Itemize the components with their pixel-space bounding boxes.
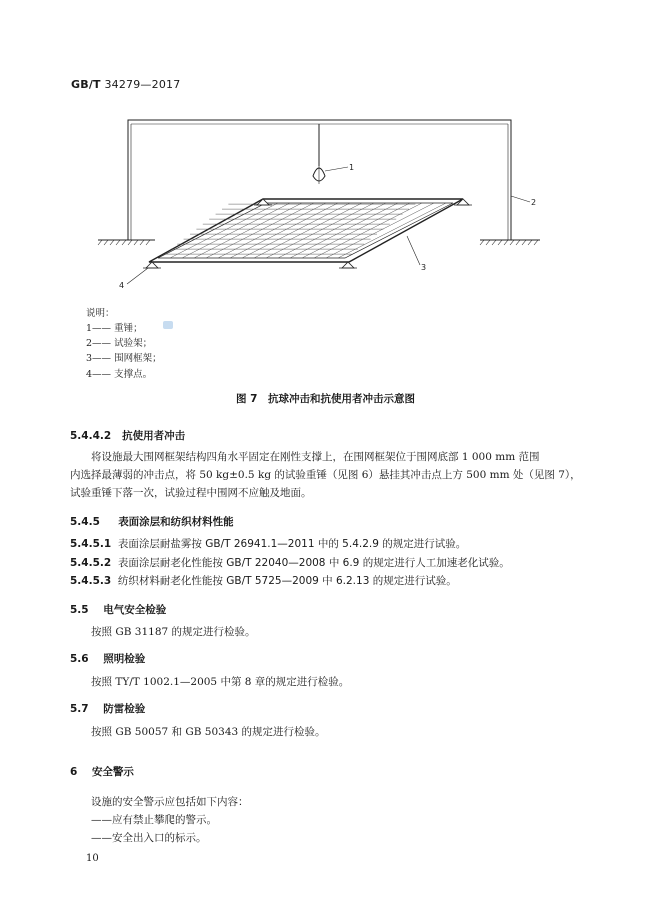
section-5-6-text: 按照 TY/T 1002.1—2005 中第 8 章的规定进行检验。 xyxy=(91,676,350,688)
section-title: 抗使用者冲击 xyxy=(122,430,186,442)
legend-item-2: 2—— 试验架； xyxy=(86,338,153,349)
section-number: 5.4.4.2 xyxy=(70,430,112,442)
section-5-5-text: 按照 GB 31187 的规定进行检验。 xyxy=(91,626,256,638)
callout-4: 4 xyxy=(119,281,125,290)
legend-item-4: 4—— 支撑点。 xyxy=(86,369,153,380)
clause-5-4-5-1: 5.4.5.1 表面涂层耐盐雾按 GB/T 26941.1—2011 中的 5.4.2.9 的规定进行试验。 xyxy=(70,538,467,550)
paragraph-line: 将设施最大围网框架结构四角水平固定在刚性支撑上，在围网框架位于围网底部 1 000 mm 范围 xyxy=(91,451,540,463)
legend-title: 说明： xyxy=(86,308,115,319)
callout-2: 2 xyxy=(531,198,537,207)
section-5-4-4-2-heading xyxy=(70,428,185,443)
callout-3: 3 xyxy=(421,263,427,272)
paragraph-line: 试验重锤下落一次，试验过程中围网不应触及地面。 xyxy=(70,487,312,499)
warning-item: ——安全出入口的标示。 xyxy=(91,832,207,844)
section-5-4-5-heading xyxy=(70,514,234,529)
warning-item: ——应有禁止攀爬的警示。 xyxy=(91,814,217,826)
section-title: 表面涂层和纺织材料性能 xyxy=(118,516,234,528)
page-number: 10 xyxy=(86,853,99,864)
section-5-7-text: 按照 GB 50057 和 GB 50343 的规定进行检验。 xyxy=(91,726,326,738)
watermark-badge xyxy=(163,321,173,329)
legend-item-1: 1—— 重锤； xyxy=(86,323,143,334)
section-5-7-heading: 5.7 防雷检验 xyxy=(70,703,146,715)
clause-5-4-5-2: 5.4.5.2 表面涂层耐老化性能按 GB/T 22040—2008 中 6.9 的规定进行人工加速老化试验。 xyxy=(70,557,510,569)
impact-test-figure xyxy=(95,112,555,297)
section-number: 5.4.5 xyxy=(70,516,100,528)
clause-5-4-5-3: 5.4.5.3 纺织材料耐老化性能按 GB/T 5725—2009 中 6.2.13 的规定进行试验。 xyxy=(70,575,457,587)
section-6-heading: 6 安全警示 xyxy=(70,766,134,778)
section-5-6-heading: 5.6 照明检验 xyxy=(70,653,146,665)
net-frame xyxy=(149,199,463,262)
standard-prefix: GB/T xyxy=(71,78,101,91)
standard-number: 34279—2017 xyxy=(104,78,181,91)
legend-item-3: 3—— 围网框架； xyxy=(86,353,162,364)
standard-header xyxy=(71,78,180,91)
section-6-intro: 设施的安全警示应包括如下内容： xyxy=(91,796,249,808)
figure-caption: 图 7 抗球冲击和抗使用者冲击示意图 xyxy=(236,393,415,405)
paragraph-line: 内选择最薄弱的冲击点，将 50 kg±0.5 kg 的试验重锤（见图 6）悬挂其冲击点上方 500 mm 处（见图 7）， xyxy=(70,469,581,481)
callout-1: 1 xyxy=(349,163,355,172)
section-5-5-heading: 5.5 电气安全检验 xyxy=(70,604,167,616)
